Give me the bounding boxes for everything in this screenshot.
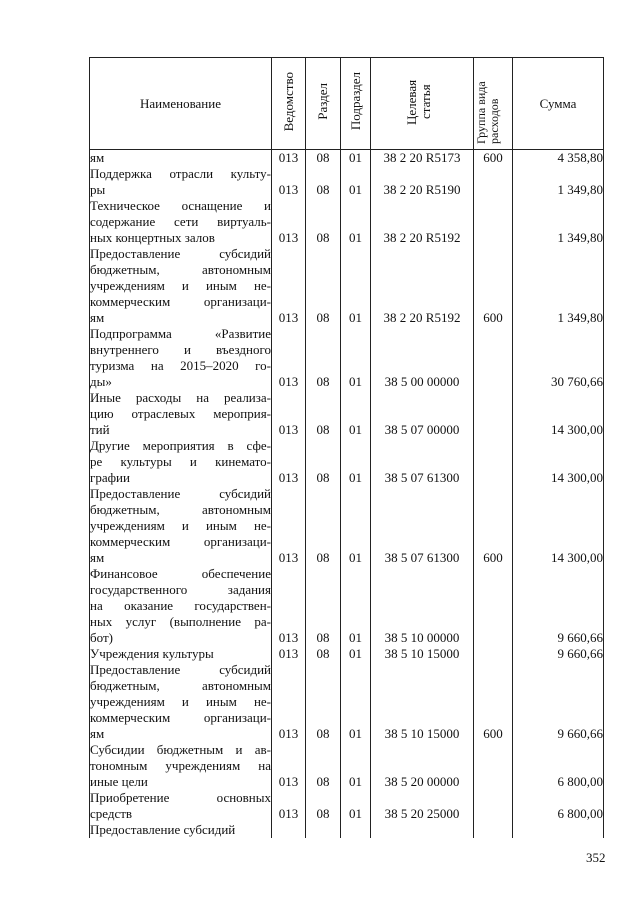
row-name-line: туризма на 2015–2020 го- [90,358,271,373]
page-number: 352 [586,850,606,865]
header-summa [513,58,604,150]
cell-raz: 08 [306,790,341,822]
cell-raz: 08 [306,662,341,742]
cell-raz: 08 [306,150,341,167]
row-name-line: Учреждения культуры [90,646,214,661]
row-name-line: Техническое оснащение и [90,198,271,213]
row-name-line: государственного задания [90,582,271,597]
cell-ved: 013 [272,438,306,486]
header-name [90,58,272,150]
cell-sum: 6 800,00 [513,742,604,790]
table-header [90,58,604,150]
row-name [90,246,272,326]
cell-sum: 1 349,80 [513,198,604,246]
row-name-line: учреждениям и иным не- [90,278,271,293]
budget-table [89,57,604,838]
cell-ved: 013 [272,166,306,198]
cell-grp [474,790,513,822]
cell-raz: 08 [306,166,341,198]
cell-grp: 600 [474,150,513,167]
row-name [90,790,272,822]
row-name-line: бюджетным, автономным [90,502,271,517]
cell-grp: 600 [474,486,513,566]
row-name [90,486,272,566]
header-name-label: Наименование [140,95,221,111]
cell-grp: 600 [474,246,513,326]
row-name-line: содержание сети виртуаль- [90,214,271,229]
table-row [90,662,604,742]
cell-grp: 600 [474,662,513,742]
cell-pod: 01 [341,486,371,566]
row-name [90,566,272,646]
row-name-line: Другие мероприятия в сфе- [90,438,271,453]
cell-raz: 08 [306,438,341,486]
table-row [90,486,604,566]
cell-sum [513,822,604,838]
cell-raz [306,822,341,838]
row-name-line: ных услуг (выполнение ра- [90,614,271,629]
cell-sum: 9 660,66 [513,662,604,742]
row-name-line: ре культуры и кинемато- [90,454,271,469]
cell-grp [474,742,513,790]
cell-ved: 013 [272,390,306,438]
cell-ved [272,822,306,838]
cell-grp [474,326,513,390]
header-podrazdel [341,58,371,150]
row-name-line: ям [90,310,105,325]
cell-cel: 38 5 10 15000 [371,646,474,662]
table-row [90,390,604,438]
row-name-line: Предоставление субсидий [90,822,236,837]
row-name-line: графии [90,470,130,485]
header-summa-label: Сумма [539,95,577,111]
row-name [90,198,272,246]
header-celevaya [371,58,474,150]
cell-raz: 08 [306,486,341,566]
table-row [90,166,604,198]
cell-ved: 013 [272,742,306,790]
row-name [90,390,272,438]
cell-cel: 38 2 20 R5192 [371,246,474,326]
table-row [90,150,604,167]
header-gruppa [474,58,513,150]
cell-pod: 01 [341,166,371,198]
cell-pod: 01 [341,326,371,390]
header-gruppa-label: Группа вида расходов [474,80,501,144]
cell-pod: 01 [341,790,371,822]
table-row [90,566,604,646]
cell-ved: 013 [272,662,306,742]
cell-pod: 01 [341,662,371,742]
cell-raz: 08 [306,742,341,790]
row-name-line: коммерческим организаци- [90,294,271,309]
row-name-line: бюджетным, автономным [90,678,271,693]
cell-raz: 08 [306,390,341,438]
row-name-line: Предоставление субсидий [90,662,271,677]
cell-sum: 1 349,80 [513,246,604,326]
cell-sum: 9 660,66 [513,646,604,662]
cell-sum: 4 358,80 [513,150,604,167]
cell-pod: 01 [341,742,371,790]
row-name-line: Финансовое обеспечение [90,566,271,581]
row-name-line: бюджетным, автономным [90,262,271,277]
row-name-line: коммерческим организаци- [90,534,271,549]
header-razdel-label: Раздел [315,83,330,120]
cell-raz: 08 [306,566,341,646]
row-name [90,822,272,838]
header-celevaya-label: Целевая статья [404,78,433,125]
cell-cel: 38 2 20 R5192 [371,198,474,246]
cell-sum: 14 300,00 [513,486,604,566]
cell-ved: 013 [272,246,306,326]
table-row [90,742,604,790]
cell-cel: 38 5 10 15000 [371,662,474,742]
cell-cel [371,822,474,838]
row-name-line: Иные расходы на реализа- [90,390,271,405]
cell-pod: 01 [341,198,371,246]
header-razdel [306,58,341,150]
table-row [90,198,604,246]
header-vedomstvo [272,58,306,150]
cell-pod: 01 [341,390,371,438]
row-name [90,438,272,486]
cell-cel: 38 5 20 25000 [371,790,474,822]
cell-ved: 013 [272,646,306,662]
row-name-line: средств [90,806,133,821]
row-name-line: Поддержка отрасли культу- [90,166,271,181]
cell-ved: 013 [272,150,306,167]
cell-raz: 08 [306,646,341,662]
table-row [90,438,604,486]
row-name-line: ды» [90,374,112,389]
cell-pod: 01 [341,150,371,167]
table-row [90,646,604,662]
table-row [90,822,604,838]
cell-raz: 08 [306,326,341,390]
table-row [90,246,604,326]
row-name-line: учреждениям и иным не- [90,518,271,533]
row-name-line: Предоставление субсидий [90,486,271,501]
cell-cel: 38 2 20 R5173 [371,150,474,167]
row-name-line: Предоставление субсидий [90,246,271,261]
row-name-line: Субсидии бюджетным и ав- [90,742,271,757]
row-name-line: Подпрограмма «Развитие [90,326,271,341]
row-name-line: тономным учреждениям на [90,758,271,773]
cell-pod [341,822,371,838]
cell-pod: 01 [341,438,371,486]
cell-raz: 08 [306,198,341,246]
row-name-line: тий [90,422,110,437]
cell-ved: 013 [272,566,306,646]
row-name-line: ям [90,550,105,565]
table-body [90,150,604,839]
header-podrazdel-label: Подраздел [347,72,363,131]
cell-sum: 14 300,00 [513,438,604,486]
cell-sum: 9 660,66 [513,566,604,646]
header-vedomstvo-label: Ведомство [280,71,296,132]
row-name [90,150,272,167]
cell-sum: 6 800,00 [513,790,604,822]
row-name [90,742,272,790]
cell-ved: 013 [272,326,306,390]
table-row [90,790,604,822]
cell-cel: 38 5 20 00000 [371,742,474,790]
cell-grp [474,822,513,838]
row-name-line: на оказание государствен- [90,598,271,613]
cell-pod: 01 [341,246,371,326]
table-row [90,326,604,390]
cell-cel: 38 2 20 R5190 [371,166,474,198]
row-name-line: цию отраслевых мероприя- [90,406,271,421]
cell-cel: 38 5 07 00000 [371,390,474,438]
cell-grp [474,198,513,246]
cell-sum: 30 760,66 [513,326,604,390]
row-name [90,646,272,662]
cell-ved: 013 [272,486,306,566]
cell-grp [474,390,513,438]
row-name [90,662,272,742]
row-name-line: коммерческим организаци- [90,710,271,725]
cell-grp [474,166,513,198]
cell-grp [474,438,513,486]
cell-pod: 01 [341,566,371,646]
cell-ved: 013 [272,198,306,246]
cell-cel: 38 5 07 61300 [371,438,474,486]
row-name-line: ям [90,150,105,165]
row-name-line: ям [90,726,105,741]
row-name [90,326,272,390]
row-name-line: ных концертных залов [90,230,215,245]
cell-grp [474,646,513,662]
cell-grp [474,566,513,646]
row-name-line: ры [90,182,106,197]
cell-pod: 01 [341,646,371,662]
cell-sum: 1 349,80 [513,166,604,198]
cell-ved: 013 [272,790,306,822]
row-name-line: иные цели [90,774,148,789]
cell-cel: 38 5 00 00000 [371,326,474,390]
row-name-line: внутреннего и въездного [90,342,271,357]
cell-sum: 14 300,00 [513,390,604,438]
row-name [90,166,272,198]
row-name-line: бот) [90,630,113,645]
row-name-line: Приобретение основных [90,790,271,805]
cell-cel: 38 5 07 61300 [371,486,474,566]
row-name-line: учреждениям и иным не- [90,694,271,709]
cell-raz: 08 [306,246,341,326]
cell-cel: 38 5 10 00000 [371,566,474,646]
